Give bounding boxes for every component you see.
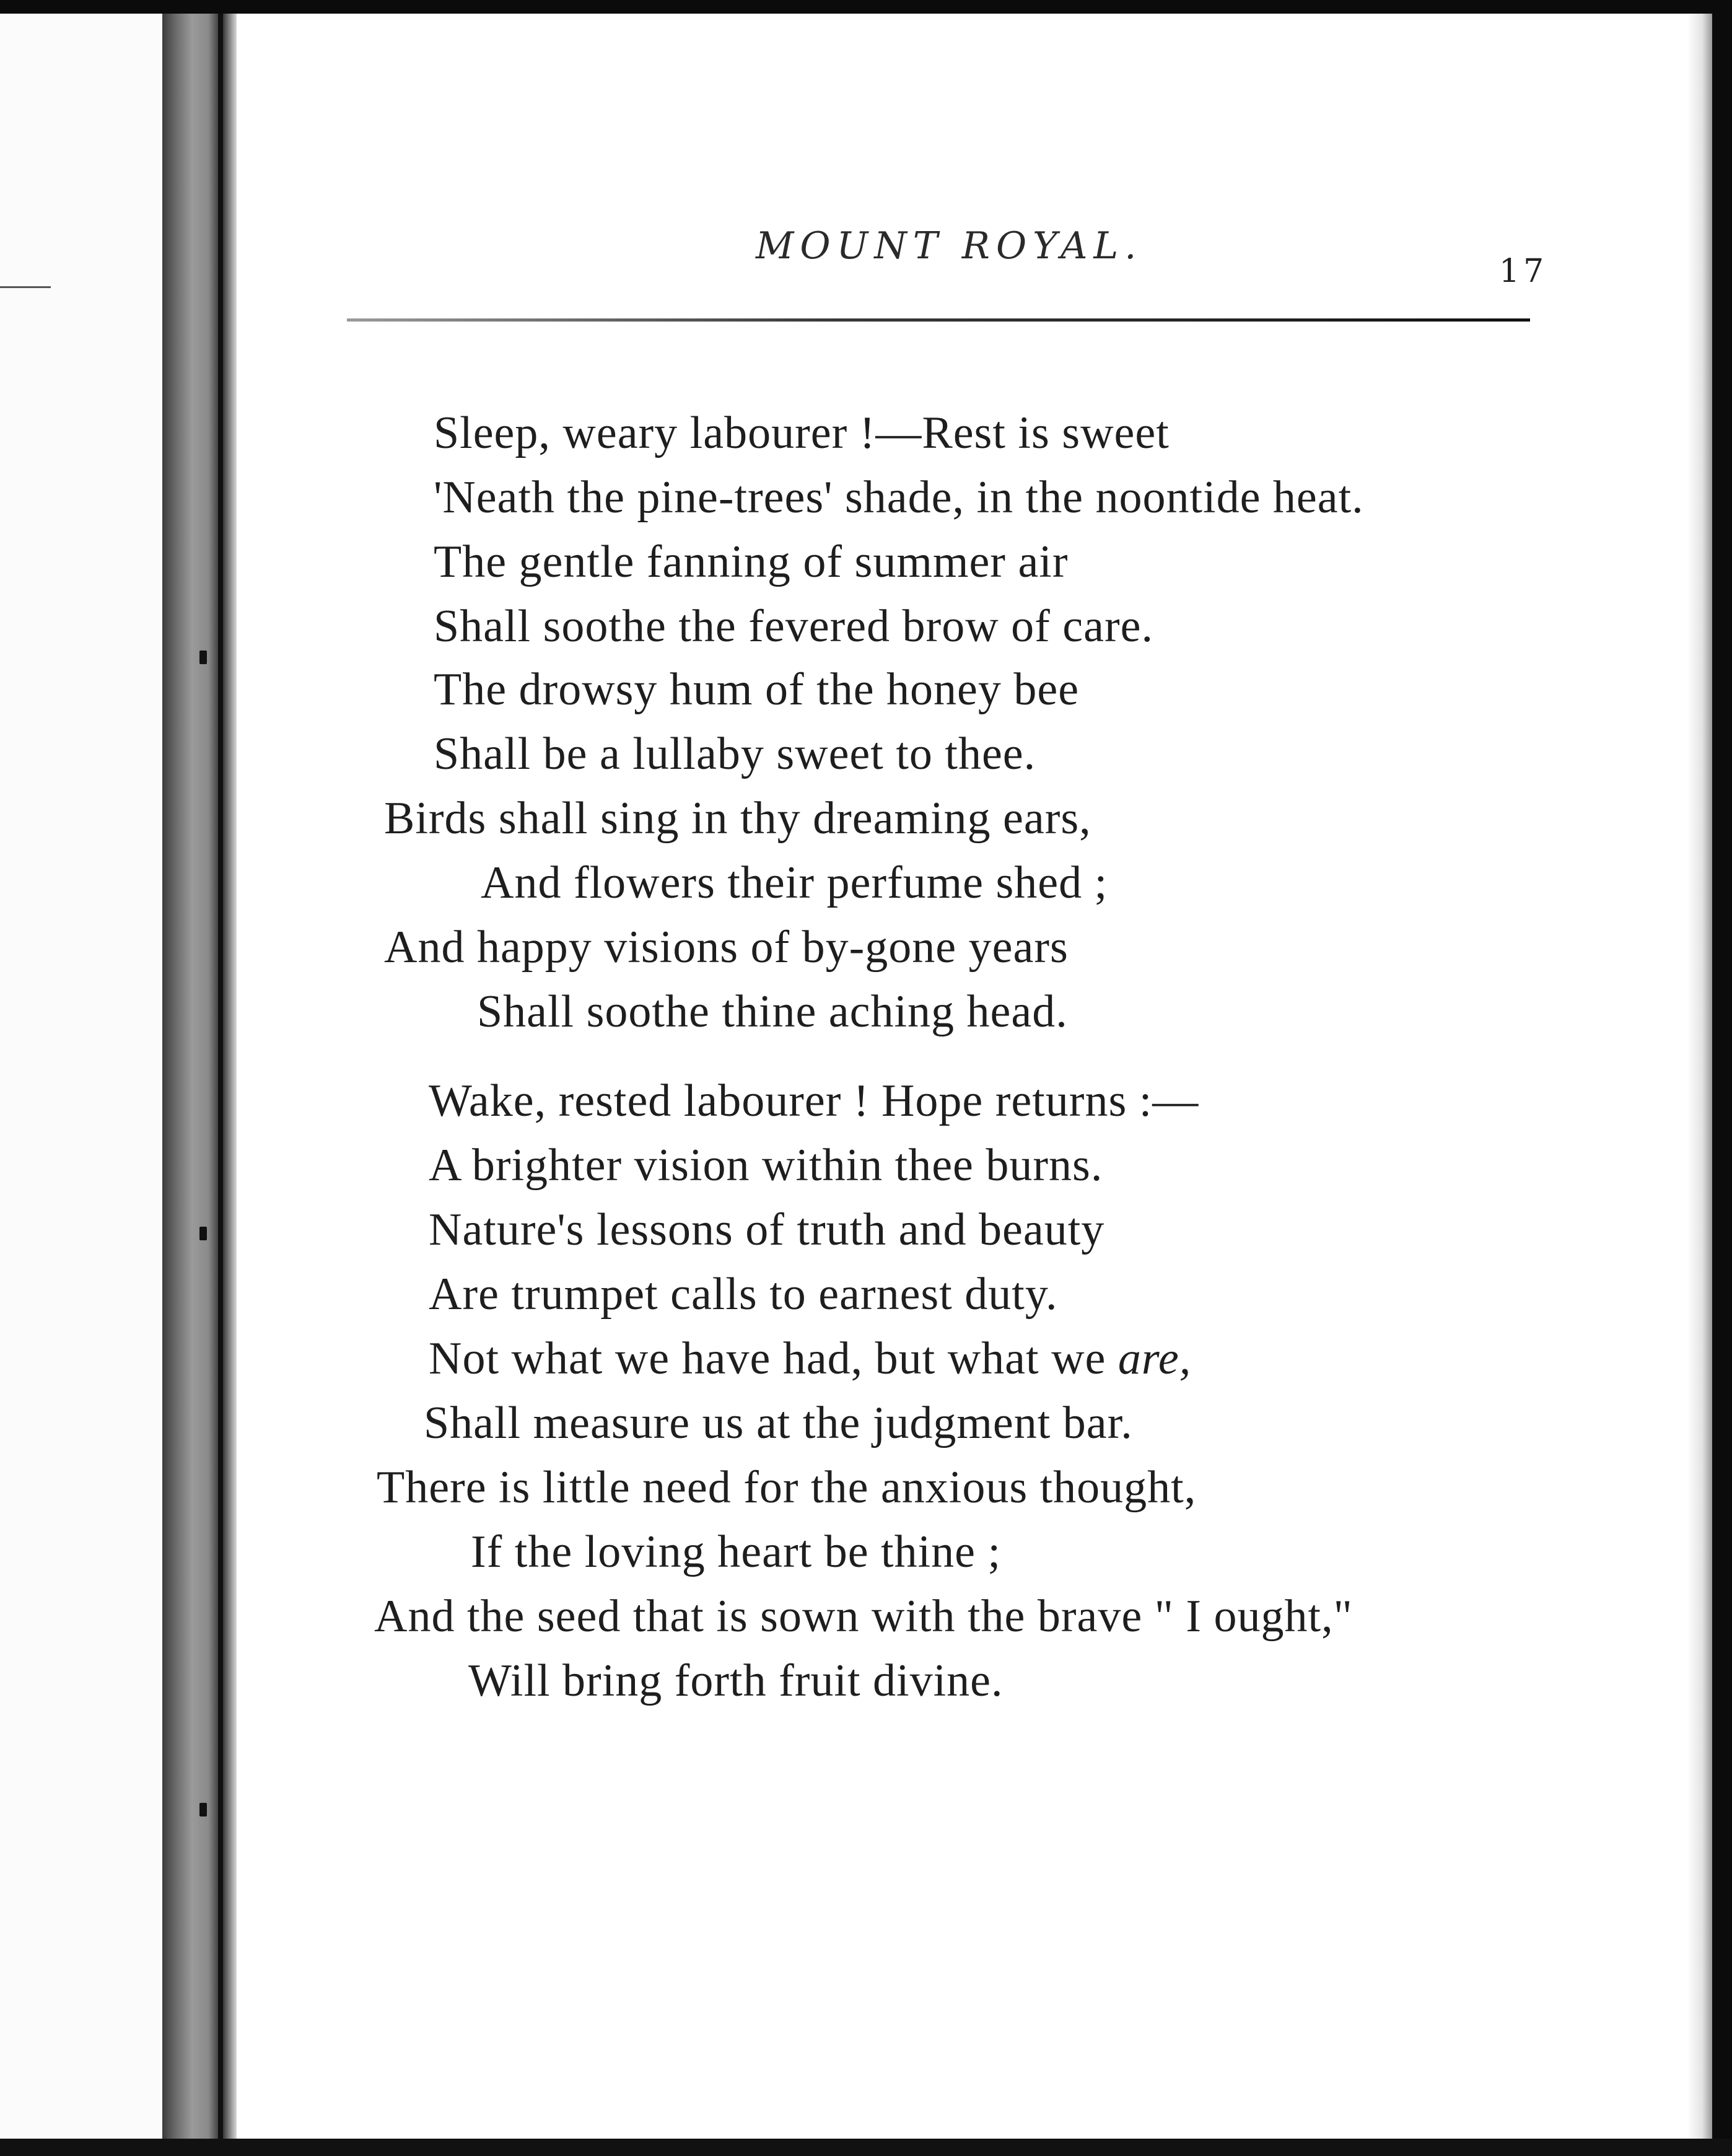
facing-page — [0, 14, 186, 2139]
scan-border-bottom — [0, 2139, 1732, 2156]
scan-border-right — [1712, 0, 1732, 2156]
poem-line: Birds shall sing in thy dreaming ears, — [384, 793, 1091, 844]
poem-line: There is little need for the anxious thought, — [377, 1462, 1197, 1513]
page-number: 17 — [1499, 253, 1548, 290]
poem-line: The gentle fanning of summer air — [434, 537, 1069, 587]
poem-line: Nature's lessons of truth and beauty — [429, 1204, 1105, 1255]
poem-line: 'Neath the pine-trees' shade, in the noontide heat. — [434, 472, 1364, 523]
binding-stitch — [199, 1227, 207, 1240]
spine-edge — [218, 14, 223, 2139]
poem-line: And the seed that is sown with the brave " I ought," — [374, 1591, 1353, 1642]
poem-line: And flowers their perfume shed ; — [481, 857, 1108, 908]
poem-line: Wake, rested labourer ! Hope returns :— — [429, 1076, 1199, 1126]
poem-line: If the loving heart be thine ; — [471, 1527, 1002, 1577]
poem-line-text: Not what we have had, but what we — [429, 1333, 1106, 1384]
poem-line: Are trumpet calls to earnest duty. — [429, 1269, 1058, 1320]
poem-line: A brighter vision within thee burns. — [429, 1140, 1103, 1191]
binding-stitch — [199, 1803, 207, 1816]
book-spine — [162, 14, 237, 2139]
poem-line: Shall soothe the fevered brow of care. — [434, 601, 1153, 652]
poem-line: Shall be a lullaby sweet to thee. — [434, 729, 1036, 779]
poem-line: Shall measure us at the judgment bar. — [424, 1398, 1133, 1448]
header-rule — [347, 318, 1530, 322]
poem-line: Shall soothe thine aching head. — [477, 986, 1068, 1037]
running-head: MOUNT ROYAL. — [756, 224, 1143, 268]
poem-line: Will bring forth fruit divine. — [468, 1655, 1004, 1706]
page-edge — [1687, 14, 1712, 2139]
poem-line-emphasis: are, — [1117, 1333, 1192, 1384]
scan-border-top — [0, 0, 1732, 14]
poem-line — [429, 1333, 1192, 1384]
poem-line: And happy visions of by-gone years — [384, 922, 1069, 973]
facing-page-rule — [0, 286, 51, 288]
binding-stitch — [199, 651, 207, 664]
poem-line: The drowsy hum of the honey bee — [434, 664, 1080, 715]
poem-line: Sleep, weary labourer !—Rest is sweet — [434, 408, 1170, 458]
